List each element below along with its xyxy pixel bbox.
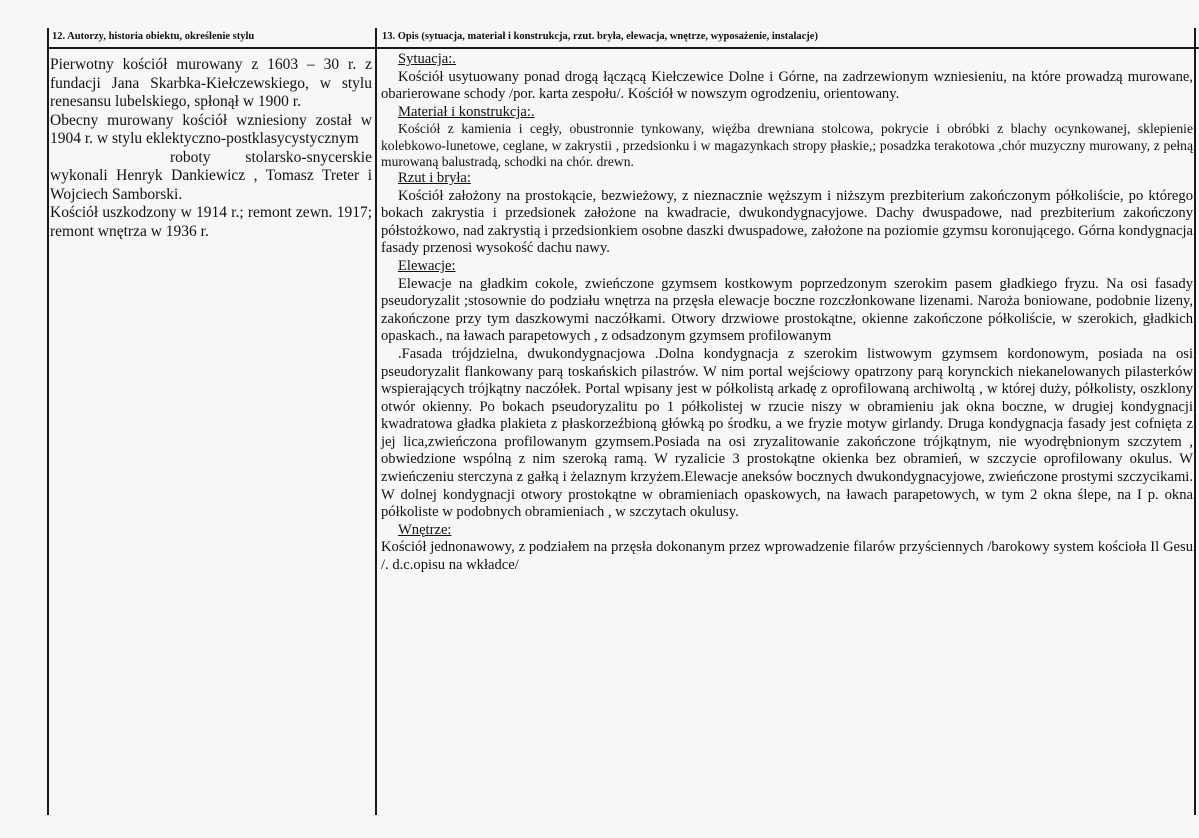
section-interior (381, 522, 1193, 575)
left-border-line (47, 28, 49, 815)
section-title: Wnętrze: (398, 521, 452, 538)
history-column (50, 56, 372, 241)
section-plan (381, 170, 1193, 258)
section-paragraph: .Fasada trójdzielna, dwukondygnacjowa .Dolna kondygnacja z szerokim listwowym gzymsem kordonowym, posiada na osi pseudoryzalit flankowany parą toskańskich pilastrów. W nim portal wejściowy opatrzony parą korynckich niekanelowanych pilasterków wspierających trójkątny naczółek. Portal wpisany jest w półkolistą arkadę z oprofilowaną archiwoltą , w której duży, półkolisty, oszklony otwór okienny. Po bokach pseudoryzalitu po 1 półkolistej w rzucie niszy w obramieniu jak okna boczne, w drugiej kondygnacji kwadratowa gładka plakieta z płaskorzeźbioną główką po środku, a we fryzie motyw girlandy. Druga kondygnacja fasady jest cofnięta z jej lica,zwieńczona profilowanym gzymsem.Posiada na osi zryzalitowanie zakończone trójkątnym, nie wyodrębnionym szczytem , obwiedzione wspólną z nim szeroką ramą. W ryzalicie 3 prostokątne okienka bez obramień, w szczycie oprofilowany okulus. W zwieńczeniu sterczyna z gałką i żelaznym krzyżem.Elewacje aneksów bocznych dwukondygnacyjowe, zwieńczone prostymi szczycikami. W dolnej kondygnacji otwory prostokątne w obramieniach opaskowych, na ławach parapetowych, w tym 2 okna ślepe, na I p. okna półkoliste w podobnych obramieniach , w szczytach okulusy. (381, 345, 1193, 521)
section-title: Rzut i bryła: (398, 169, 471, 186)
left-column-heading: 12. Autorzy, historia obiektu, określenie stylu (52, 31, 255, 42)
section-paragraph: Kościół założony na prostokącie, bezwieżowy, z nieznacznie węższym i niższym prezbiterium zakończonym półkoliście, po którego bokach zakrystia i przedsionek założone na kwadracie, dwukondygnacyjowe. Dachy dwuspadowe, nad prezbiterium zakończony półstożkowo, nad zakrystią i przedsionkiem osobne daszki dwuspadowe, założone na poziomie gzymsu koronującego. Górna kondygnacja fasady przenosi wysokość dachu nawy. (381, 187, 1193, 257)
section-title: Sytuacja:. (398, 51, 456, 67)
right-border-line (1194, 28, 1196, 815)
history-paragraph: Kościół uszkodzony w 1914 r.; remont zewn. 1917; remont wnętrza w 1936 r. (50, 204, 372, 240)
section-paragraph: Kościół usytuowany ponad drogą łączącą Kiełczewice Dolne i Górne, na zadrzewionym wzniesieniu, na które prowadzą murowane, obarierowane schody /por. karta zespołu/. Kościół w nowszym ogrodzeniu, orientowany. (381, 68, 1193, 103)
section-paragraph: Kościół z kamienia i cegły, obustronnie tynkowany, więźba drewniana stolcowa, pokrycie i obróbki z blachy ocynkowanej, sklepienie kolebkowo-lunetowe, ceglane, w zakrystii , przedsionku i w magazynkach stropy płaskie,; posadzka terakotowa ,chór muzyczny murowany, z pełną murowaną balustradą, schodki na chór. drewn. (381, 121, 1193, 169)
section-elevations (381, 258, 1193, 522)
section-material (381, 104, 1193, 170)
section-title: Elewacje: (398, 257, 456, 274)
section-situation (381, 51, 1193, 104)
history-paragraph: Obecny murowany kościół wzniesiony został w 1904 r. w stylu eklektyczno-postklasycystycznym (50, 111, 372, 147)
section-paragraph: Kościół jednonawowy, z podziałem na przęsła dokonanym przez wprowadzenie filarów przyściennych /barokowy system kościoła Il Gesu /. d.c.opisu na wkładce/ (381, 539, 1193, 574)
description-column (381, 51, 1193, 575)
section-paragraph: Elewacje na gładkim cokole, zwieńczone gzymsem kostkowym poprzedzonym szerokim pasem gładkiego fryzu. Na osi fasady pseudoryzalit ;stosownie do podziału wnętrza na przęsła elewacje boczne rozczłonkowane lizenami. Naroża boniowane, podobnie lizeny, zakończone przy tym daszkowymi naczółkami. Otwory drzwiowe prostokątne, okienne zakończone półkoliście, w szerokich, gładkich opaskach., na ławach parapetowych , z odsadzonym gzymsem profilowanym (381, 275, 1193, 345)
section-title: Materiał i konstrukcja:. (398, 103, 535, 120)
header-divider-line (47, 47, 1199, 49)
history-paragraph: Pierwotny kościół murowany z 1603 – 30 r. z fundacji Jana Skarbka-Kiełczewskiego, w stylu renesansu lubelskiego, spłonął w 1900 r. (50, 56, 372, 110)
history-paragraph: roboty stolarsko-snycerskie wykonali Henryk Dankiewicz , Tomasz Treter i Wojciech Samborski. (50, 148, 372, 203)
column-divider-line (375, 28, 377, 815)
right-column-heading: 13. Opis (sytuacja, materiał i konstrukcja, rzut. bryła, elewacja, wnętrze, wyposażenie, instalacje) (382, 31, 818, 42)
